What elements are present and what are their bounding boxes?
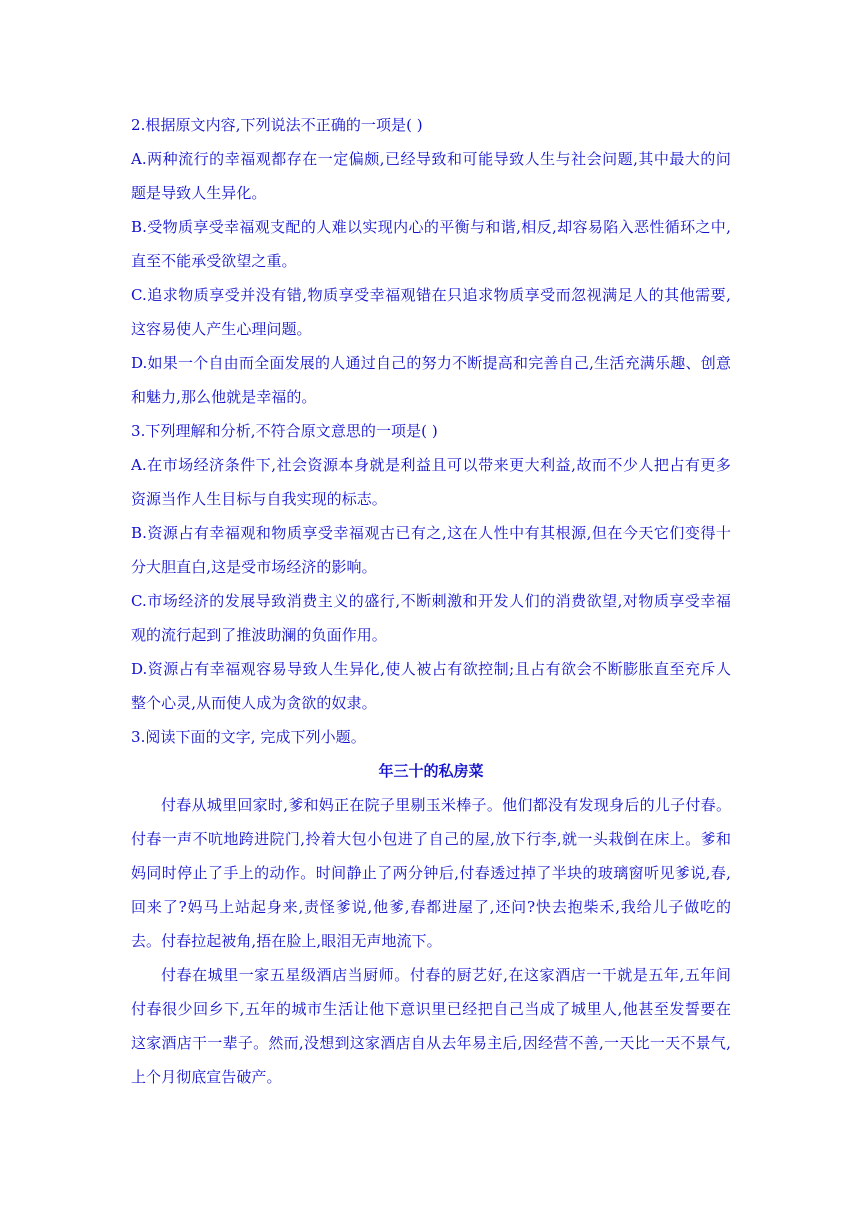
option-d-line-1: D.资源占有幸福观容易导致人生异化,使人被占有欲控制;且占有欲会不断膨胀直至充斥人 xyxy=(131,660,731,678)
option-d-line-1: D.如果一个自由而全面发展的人通过自己的努力不断提高和完善自己,生活充满乐趣、创意 xyxy=(131,354,731,372)
option-c-line-2: 这容易使人产生心理问题。 xyxy=(131,320,312,338)
option-a-line-1: A.在市场经济条件下,社会资源本身就是利益且可以带来更大利益,故而不少人把占有更多 xyxy=(131,456,731,474)
option-c-line-2: 观的流行起到了推波助澜的负面作用。 xyxy=(131,626,387,644)
paragraph-line: 付春从城里回家时,爹和妈正在院子里剔玉米棒子。他们都没有发现身后的儿子付春。 xyxy=(161,796,731,814)
reading-prompt: 3.阅读下面的文字, 完成下列小题。 xyxy=(131,728,366,746)
option-c-line-1: C.市场经济的发展导致消费主义的盛行,不断刺激和开发人们的消费欲望,对物质享受幸福 xyxy=(131,592,731,610)
question-stem: 3.下列理解和分析,不符合原文意思的一项是( ) xyxy=(131,422,438,440)
option-d-line-2: 整个心灵,从而使人成为贪欲的奴隶。 xyxy=(131,694,377,712)
question-stem: 2.根据原文内容,下列说法不正确的一项是( ) xyxy=(131,116,423,134)
option-c-line-1: C.追求物质享受并没有错,物质享受幸福观错在只追求物质享受而忽视满足人的其他需要, xyxy=(131,286,731,304)
paragraph-line: 付春在城里一家五星级酒店当厨师。付春的厨艺好,在这家酒店一干就是五年,五年间 xyxy=(161,966,731,984)
paragraph-line: 去。付春拉起被角,捂在脸上,眼泪无声地流下。 xyxy=(131,932,442,950)
option-a-line-2: 资源当作人生目标与自我实现的标志。 xyxy=(131,490,387,508)
option-b-line-1: B.资源占有幸福观和物质享受幸福观古已有之,这在人性中有其根源,但在今天它们变得十 xyxy=(131,524,731,542)
paragraph-line: 回来了?妈马上站起身来,责怪爹说,他爹,春都进屋了,还问?快去抱柴禾,我给儿子做吃的 xyxy=(131,898,731,916)
paragraph-line: 付春一声不吭地跨进院门,拎着大包小包进了自己的屋,放下行李,就一头栽倒在床上。爹和 xyxy=(131,830,731,848)
option-a-line-1: A.两种流行的幸福观都存在一定偏颇,已经导致和可能导致人生与社会问题,其中最大的问 xyxy=(131,150,731,168)
option-b-line-2: 直至不能承受欲望之重。 xyxy=(131,252,297,270)
document-page xyxy=(131,108,731,1094)
story-title: 年三十的私房菜 xyxy=(378,762,484,780)
paragraph-line: 付春很少回乡下,五年的城市生活让他下意识里已经把自己当成了城里人,他甚至发誓要在 xyxy=(131,1000,731,1018)
paragraph-line: 妈同时停止了手上的动作。时间静止了两分钟后,付春透过掉了半块的玻璃窗听见爹说,春, xyxy=(131,864,731,882)
paragraph-line: 这家酒店干一辈子。然而,没想到这家酒店自从去年易主后,因经营不善,一天比一天不景气, xyxy=(131,1034,731,1052)
option-b-line-1: B.受物质享受幸福观支配的人难以实现内心的平衡与和谐,相反,却容易陷入恶性循环之中, xyxy=(131,218,731,236)
paragraph-line: 上个月彻底宣告破产。 xyxy=(131,1068,282,1086)
option-a-line-2: 题是导致人生异化。 xyxy=(131,184,267,202)
option-b-line-2: 分大胆直白,这是受市场经济的影响。 xyxy=(131,558,377,576)
option-d-line-2: 和魅力,那么他就是幸福的。 xyxy=(131,388,317,406)
